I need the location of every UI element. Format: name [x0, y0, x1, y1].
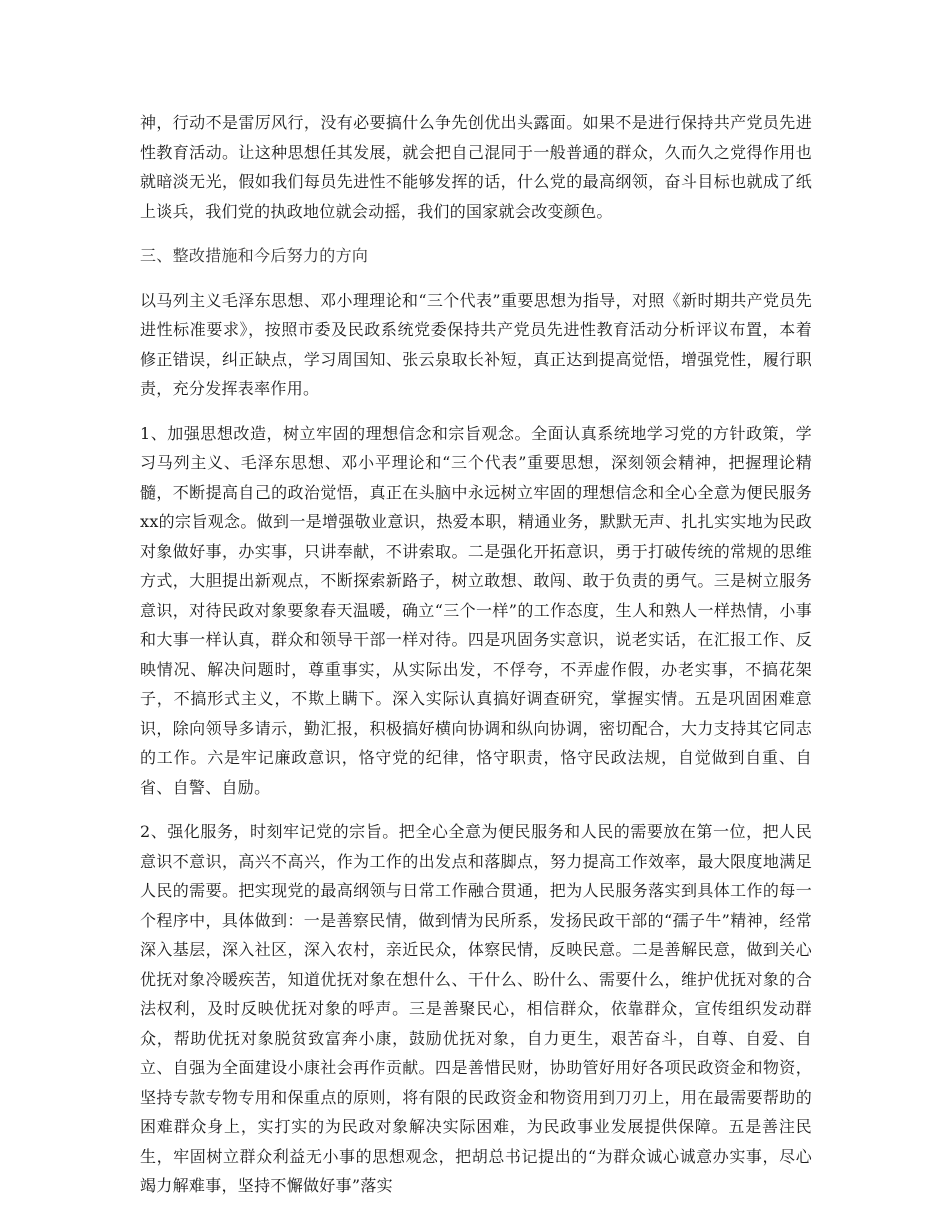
section-heading: 三、整改措施和今后努力的方向	[140, 246, 369, 265]
paragraph-continuation: 神，行动不是雷厉风行，没有必要搞什么争先创优出头露面。如果不是进行保持共产党员先进性教育活动。让这种思想任其发展，就会把自己混同于一般普通的群众，久而久之党得作用也就暗淡无光，假如我们每员先进性不能够发挥的话，什么党的最高纲领，奋斗目标也就成了纸上谈兵，我们党的执政地位就会动摇，我们的国家就会改变颜色。	[140, 113, 812, 221]
paragraph-item-1: 1、加强思想改造，树立牢固的理想信念和宗旨观念。全面认真系统地学习党的方针政策，学习马列主义、毛泽东思想、邓小平理论和“三个代表”重要思想，深刻领会精神，把握理论精髓，不断提高自己的政治觉悟，真正在头脑中永远树立牢固的理想信念和全心全意为便民服务xx的宗旨观念。做到一是增强敬业意识，热爱本职，精通业务，默默无声、扎扎实实地为民政对象做好事，办实事，只讲奉献，不讲索取。二是强化开拓意识，勇于打破传统的常规的思维方式，大胆提出新观点，不断探索新路子，树立敢想、敢闯、敢于负责的勇气。三是树立服务意识，对待民政对象要象春天温暖，确立“三个一样”的工作态度，生人和熟人一样热情，小事和大事一样认真，群众和领导干部一样对待。四是巩固务实意识，说老实话，在汇报工作、反映情况、解决问题时，尊重事实，从实际出发，不俘夸，不弄虚作假，办老实事，不搞花架子，不搞形式主义，不欺上瞒下。深入实际认真搞好调查研究，掌握实情。五是巩固困难意识，除向领导多请示，勤汇报，积极搞好横向协调和纵向协调，密切配合，大力支持其它同志的工作。六是牢记廉政意识，恪守党的纪律，恪守职责，恪守民政法规，自觉做到自重、自省、自警、自励。	[140, 423, 812, 797]
paragraph-guiding-principles: 以马列主义毛泽东思想、邓小理理论和“三个代表”重要思想为指导，对照《新时期共产党员先进性标准要求》，按照市委及民政系统党委保持共产党员先进性教育活动分析评议布置，本着修正错误，纠正缺点，学习周国知、张云泉取长补短，真正达到提高觉悟，增强党性，履行职责，充分发挥表率作用。	[140, 290, 812, 398]
paragraph-item-2: 2、强化服务，时刻牢记党的宗旨。把全心全意为便民服务和人民的需要放在第一位，把人民意识不意识，高兴不高兴，作为工作的出发点和落脚点，努力提高工作效率，最大限度地满足人民的需要。把实现党的最高纲领与日常工作融合贯通，把为人民服务落实到具体工作的每一个程序中，具体做到：一是善察民情，做到情为民所系，发扬民政干部的“孺子牛”精神，经常深入基层，深入社区，深入农村，亲近民众，体察民情，反映民意。二是善解民意，做到关心优抚对象冷暖疾苦，知道优抚对象在想什么、干什么、盼什么、需要什么，维护优抚对象的合法权利，及时反映优抚对象的呼声。三是善聚民心，相信群众，依靠群众，宣传组织发动群众，帮助优抚对象脱贫致富奔小康，鼓励优抚对象，自力更生，艰苦奋斗，自尊、自爱、自立、自强为全面建设小康社会再作贡献。四是善惜民财，协助管好用好各项民政资金和物资，坚持专款专物专用和保重点的原则，将有限的民政资金和物资用到刀刃上，用在最需要帮助的困难群众身上，实打实的为民政对象解决实际困难，为民政事业发展提供保障。五是善注民生，牢固树立群众利益无小事的思想观念，把胡总书记提出的“为群众诚心诚意办实事，尽心竭力解难事，坚持不懈做好事”落实	[140, 822, 812, 1195]
document-page	[140, 108, 812, 1216]
